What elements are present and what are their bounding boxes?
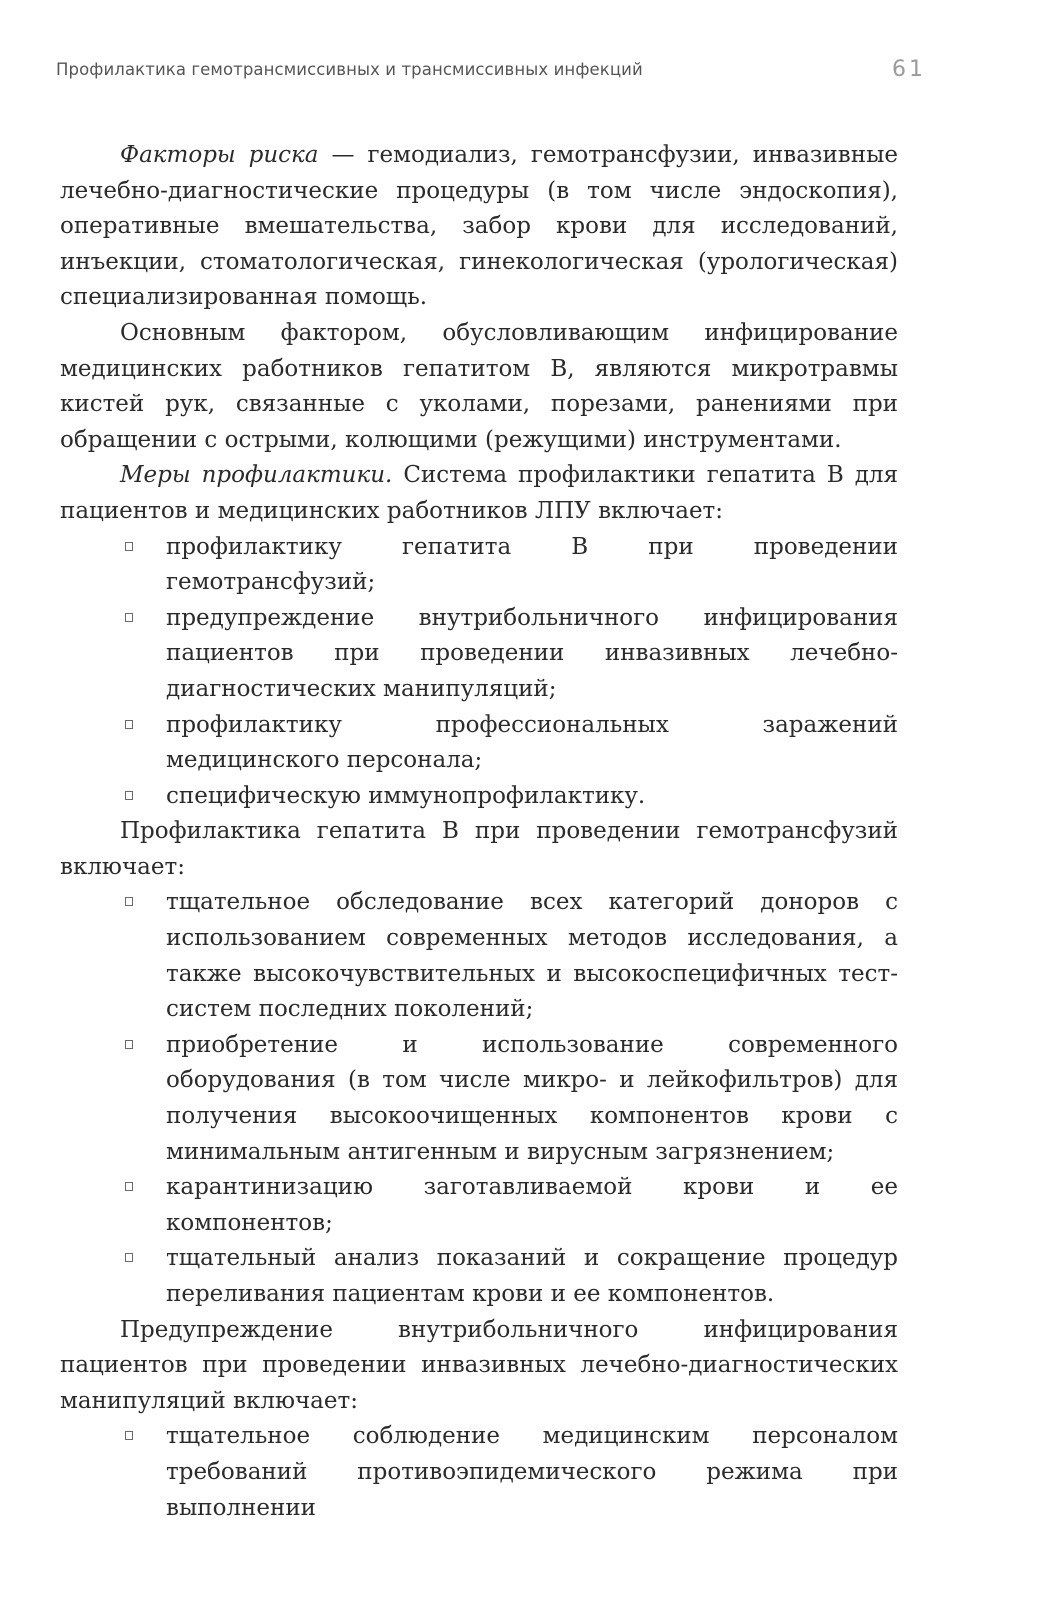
list-item-text: тщательное обследование всех категорий доноров с использованием современных методов исследования, а также высокочувствительных и высокоспецифичных тест-систем последних поколений; — [166, 889, 898, 1023]
italic-term-risk-factors: Факторы риска — [120, 142, 319, 168]
square-bullet-icon — [125, 542, 133, 551]
list-item-text: профилактику профессиональных заражений медицинского персонала; — [166, 711, 898, 774]
running-title: Профилактика гемотрансмиссивных и трансмиссивных инфекций — [56, 60, 643, 79]
list-prevention-system — [60, 530, 898, 815]
list-item — [60, 1028, 898, 1170]
italic-term-prevention: Меры профилактики. — [120, 462, 393, 489]
list-item — [60, 779, 898, 815]
square-bullet-icon — [125, 1431, 133, 1440]
square-bullet-icon — [125, 897, 133, 906]
list-transfusion-measures — [60, 885, 898, 1312]
list-item — [60, 530, 898, 601]
page-header — [56, 57, 926, 90]
page-body — [60, 138, 898, 1526]
paragraph-prevention-measures — [60, 458, 898, 529]
list-nosocomial-measures — [60, 1419, 898, 1526]
square-bullet-icon — [125, 720, 133, 729]
list-item-text: карантинизацию заготавливаемой крови и ее компонентов; — [166, 1174, 898, 1236]
paragraph-risk-factors — [60, 138, 898, 316]
list-item-text: профилактику гепатита В при проведении гемотрансфузий; — [166, 533, 898, 596]
square-bullet-icon — [125, 791, 133, 800]
page-number: 61 — [892, 57, 926, 82]
list-item — [60, 885, 898, 1027]
list-item-text: приобретение и использование современного оборудования (в том числе микро- и лейкофильтров) для получения высокоочищенных компонентов крови с минимальным антигенным и вирусным загрязнением; — [166, 1031, 898, 1165]
list-item-text: тщательный анализ показаний и сокращение процедур переливания пациентам крови и ее компонентов. — [166, 1245, 898, 1307]
list-item — [60, 1419, 898, 1526]
paragraph-text: — гемодиализ, гемотрансфузии, инвазивные лечебно-диагностические процедуры (в том числе эндоскопия), оперативные вмешательства, забор крови для исследований, инъекции, стоматологическая, гинекологическая (урологическая) специализированная помощь. — [60, 142, 899, 311]
list-item-text: предупреждение внутрибольничного инфицирования пациентов при проведении инвазивных лечебно-диагностических манипуляций; — [166, 604, 898, 702]
square-bullet-icon — [125, 1040, 133, 1049]
list-item — [60, 601, 898, 708]
list-item — [60, 708, 898, 779]
list-item — [60, 1170, 898, 1241]
list-item-text: специфическую иммунопрофилактику. — [166, 782, 646, 809]
paragraph-main-factor: Основным фактором, обусловливающим инфицирование медицинских работников гепатитом В, являются микротравмы кистей рук, связанные с уколами, порезами, ранениями при обращении с острыми, колющими (режущими) инструментами. — [60, 319, 898, 453]
square-bullet-icon — [125, 1253, 133, 1262]
paragraph-transfusion-prevention: Профилактика гепатита В при проведении гемотрансфузий включает: — [60, 818, 898, 880]
square-bullet-icon — [125, 1182, 133, 1191]
paragraph-text: Система профилактики гепатита В для пациентов и медицинских работников ЛПУ включает: — [60, 462, 898, 524]
list-item — [60, 1241, 898, 1312]
list-item-text: тщательное соблюдение медицинским персоналом требований противоэпидемического режима при выполнении — [166, 1423, 898, 1521]
square-bullet-icon — [125, 613, 133, 622]
paragraph-nosocomial-prevention: Предупреждение внутрибольничного инфицирования пациентов при проведении инвазивных лечебно-диагностических манипуляций включает: — [60, 1316, 898, 1414]
